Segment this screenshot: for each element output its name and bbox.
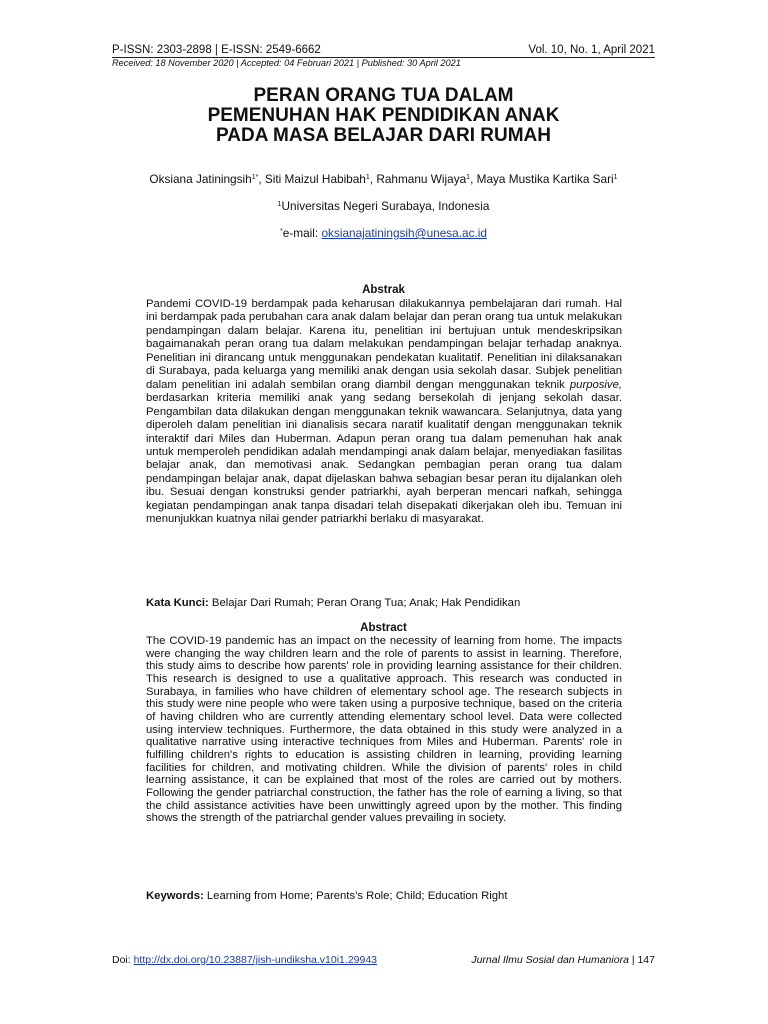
- doi-label: Doi:: [112, 954, 134, 966]
- page-number: | 147: [628, 954, 655, 966]
- email-marker: *: [280, 228, 283, 235]
- kata-kunci: [146, 596, 622, 610]
- volume-text: Vol. 10, No. 1, April 2021: [528, 44, 655, 56]
- affiliation-marker: 1: [277, 201, 282, 208]
- abstrak-body: [146, 298, 622, 527]
- author-1-marker: 1*: [251, 174, 259, 181]
- abstrak-text-2: berdasarkan kriteria memiliki anak yang sedang bersekolah di jenjang sekolah dasar. Pengambilan data dilakukan dengan menggunakan teknik wawancara. Selanjutnya, data yang diperoleh dalam penelitian ini dianalisis secara naratif kualitatif dengan menggunakan teknik interaktif dari Miles dan Huberman. Adapun peran orang tua dalam pemenuhan hak anak untuk memperoleh pendidikan adalah mendampingi anak dalam belajar, menyediakan fasilitas belajar anak, dan memotivasi anak. Sedangkan pembagian peran orang tua dalam pendampingan belajar anak, dapat dijelaskan bahwa sebagian besar peran itu dijalankan oleh ibu. Sesuai dengan konstruksi gender patriarkhi, ayah berperan mencari nafkah, sehingga kegiatan pendampingan anak tanpa disadari telah disepakati dikerjakan oleh ibu. Temuan ini menunjukkan kuatnya nilai gender patriarkhi berlaku di masyarakat.: [146, 392, 622, 526]
- author-1: Oksiana Jatiningsih: [149, 172, 252, 186]
- abstrak-italic-term: purposive,: [569, 378, 622, 391]
- author-list: Oksiana Jatiningsih$^{1*}$, Siti Maizul Habibah$^1$, Rahmanu Wijaya$^1$, Maya Mustika Kartika Sari$^1$: [149, 172, 618, 186]
- journal-name: Jurnal Ilmu Sosial dan Humaniora: [471, 954, 629, 966]
- author-2-marker: 1: [365, 174, 370, 181]
- publication-dates: Received: 18 November 2020 | Accepted: 04 Februari 2021 | Published: 30 April 2021: [112, 58, 461, 68]
- title-line-1: PERAN ORANG TUA DALAM: [253, 85, 514, 106]
- author-4: Maya Mustika Kartika Sari: [476, 172, 614, 186]
- email-link[interactable]: oksianajatiningsih@unesa.ac.id: [321, 226, 487, 240]
- kata-kunci-label: Kata Kunci:: [146, 597, 209, 609]
- contact-email: [112, 226, 655, 240]
- journal-footer: [471, 953, 655, 967]
- affiliation: [112, 199, 655, 213]
- doi-link[interactable]: http://dx.doi.org/10.23887/jish-undiksha.v10i1.29943: [133, 954, 378, 966]
- issn-text: P-ISSN: 2303-2898 | E-ISSN: 2549-6662: [112, 44, 321, 56]
- paper-title: [112, 86, 655, 146]
- author-3-marker: 1: [466, 174, 471, 181]
- title-line-3: PADA MASA BELAJAR DARI RUMAH: [216, 125, 551, 146]
- kata-kunci-text: Belajar Dari Rumah; Peran Orang Tua; Anak; Hak Pendidikan: [208, 597, 521, 609]
- author-3: Rahmanu Wijaya: [376, 172, 467, 186]
- abstrak-heading: Abstrak: [362, 284, 405, 296]
- doi: [112, 953, 377, 967]
- journal-header: [112, 43, 655, 57]
- keywords: [146, 889, 622, 903]
- page-footer: [112, 953, 655, 967]
- author-4-marker: 1: [613, 174, 618, 181]
- abstract-heading: Abstract: [360, 622, 407, 634]
- abstrak-text-1: Pandemi COVID-19 berdampak pada keharusan dilakukannya pembelajaran dari rumah. Hal ini berdampak pada perubahan cara anak dalam belajar dan peran orang tua untuk melakukan pendampingan dalam belajar. Karena itu, penelitian ini bertujuan untuk mendeskripsikan bagaimanakah peran orang tua dalam melakukan pendampingan belajar terhadap anaknya. Penelitian ini dirancang untuk menggunakan pendekatan kualitatif. Penelitian ini dilaksanakan di Surabaya, pada keluarga yang memiliki anak dengan usia sekolah dasar. Subjek penelitian dalam penelitian ini adalah sembilan orang diambil dengan menggunakan teknik: [146, 298, 622, 391]
- author-2: Siti Maizul Habibah: [264, 172, 366, 186]
- keywords-text: Learning from Home; Parents’s Role; Child; Education Right: [203, 890, 508, 902]
- keywords-label: Keywords:: [146, 890, 204, 902]
- email-label: e-mail:: [282, 226, 322, 240]
- abstract-body: The COVID-19 pandemic has an impact on the necessity of learning from home. The impacts were changing the way children learn and the role of parents to assist in learning. Therefore, this study aims to describe how parents' role in providing learning assistance for their children. This research is designed to use a qualitative approach. This research was conducted in Surabaya, in families who have children of elementary school age. The research subjects in this study were nine people who were taken using a purposive technique, based on the criteria of having children who are currently attending elementary school level. Data were collected using interview techniques. Furthermore, the data obtained in this study were analyzed in a qualitative narrative using interactive techniques from Miles and Huberman. Parents' role in fulfilling children's rights to education is assisting children in learning, providing learning facilities for children, and motivating children. While the division of parents' roles in child learning assistance, it can be explained that most of the roles are carried out by mothers. Following the gender patriarchal construction, the father has the role of earning a living, so that the child assistance activities have been unwittingly agreed upon by the mother. This finding shows the strength of the patriarchal gender values prevailing in society.: [146, 635, 622, 825]
- title-line-2: PEMENUHAN HAK PENDIDIKAN ANAK: [207, 105, 560, 126]
- affiliation-text: Universitas Negeri Surabaya, Indonesia: [281, 199, 490, 213]
